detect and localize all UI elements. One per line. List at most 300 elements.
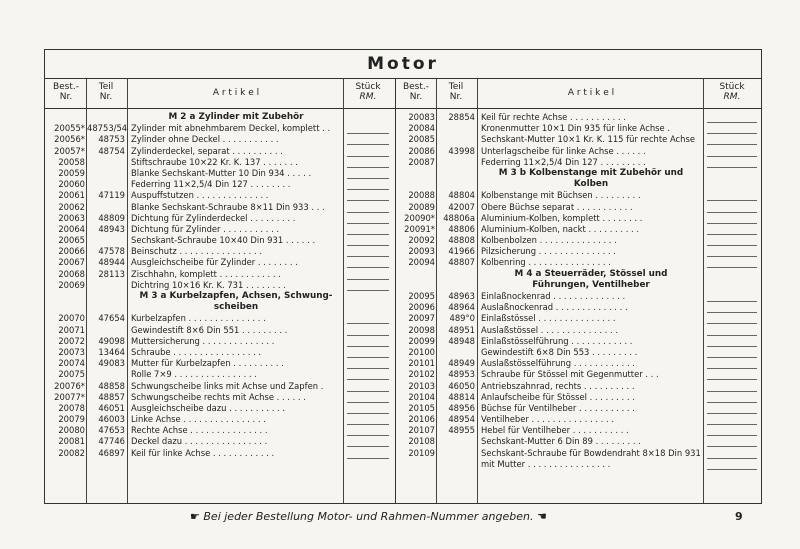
page-title: Motor [45,50,761,79]
table-row [45,436,395,447]
part-number: 48857 [98,391,125,402]
order-number: 20060 [58,179,85,190]
order-number: 20084 [408,123,435,134]
pointing-hand-icon-right: ☚ [536,510,547,523]
article-text: Stiftschraube 10×22 Kr. K. 137 . . . . . . . [131,156,298,167]
part-number: 46051 [98,402,125,413]
order-number: 20107 [408,425,435,436]
part-number: 13464 [98,346,125,357]
order-number: 20091* [404,223,435,234]
quantity-blank [347,190,389,201]
article-text: Auspuffstutzen . . . . . . . . . . . . . . [131,190,269,201]
order-number: 20076* [54,380,85,391]
quantity-blank [707,224,757,235]
section-heading [45,291,395,302]
table-row [45,257,395,268]
article-text: Mutter für Kurbelzapfen . . . . . . . . . . [131,358,284,369]
part-number: 48944 [98,257,125,268]
quantity-blank [707,313,757,324]
quantity-blank [707,358,757,369]
table-row [395,134,761,145]
order-number: 20057* [54,145,85,156]
part-number: 43998 [448,145,475,156]
part-number: 28854 [448,112,475,122]
part-number: 489°0 [449,313,475,324]
part-number: 47653 [98,425,125,436]
quantity-blank [347,448,389,459]
part-number: 49083 [98,358,125,369]
quantity-blank [347,123,389,134]
order-number: 20095 [408,291,435,301]
article-text: Federring 11×2,5/4 Din 127 . . . . . . . . . [481,156,646,167]
quantity-blank [707,246,757,257]
quantity-blank [347,369,389,380]
order-number: 20068 [58,268,85,279]
quantity-blank [707,403,757,414]
right-table [395,78,761,503]
section-heading [395,179,761,190]
article-text: Deckel dazu . . . . . . . . . . . . . . . . [131,436,268,447]
article-text: Antriebszahnrad, rechts . . . . . . . . . . [481,380,635,391]
quantity-blank [347,246,389,257]
table-row [395,369,761,380]
part-number: 48754 [98,145,125,156]
article-text: Kurbelzapfen . . . . . . . . . . . . . . . [131,313,266,324]
quantity-blank [707,414,757,425]
quantity-blank [707,213,757,224]
table-row [45,425,395,436]
table-row [395,448,761,459]
order-number: 20102 [408,369,435,380]
part-number: 47578 [98,246,125,257]
order-number: 20104 [408,391,435,402]
part-number: 48954 [448,414,475,425]
column-headers-right [395,78,761,109]
table-row [395,190,761,201]
quantity-blank [347,313,389,324]
article-text: Rechte Achse . . . . . . . . . . . . . . . [131,425,268,436]
part-number: 48809 [98,212,125,223]
article-text: Anlaufscheibe für Stössel . . . . . . . . . [481,391,635,402]
table-row [45,157,395,168]
order-number: 20079 [58,414,85,425]
article-text: Unterlagscheibe für linke Achse . . . . . . [481,145,646,156]
quantity-blank [707,257,757,268]
order-number: 20094 [408,257,435,268]
part-number: 48807 [448,257,475,268]
section-heading-text: M 2 a Zylinder mit Zubehör [168,112,304,122]
catalog-table [44,49,762,504]
order-number: 20075 [58,369,85,380]
order-number: 20082 [58,447,85,458]
table-row [395,459,761,470]
table-row [45,369,395,380]
quantity-blank [707,291,757,302]
quantity-blank [347,358,389,369]
quantity-blank [347,224,389,235]
order-number: 20092 [408,235,435,246]
header-best-right [397,82,435,102]
quantity-blank [707,146,757,157]
order-number: 20086 [408,145,435,156]
table-row [395,257,761,268]
section-heading-text: Führungen, Ventilheber [532,279,650,290]
quantity-blank [347,168,389,179]
part-number: 46050 [448,380,475,391]
header-stueck [345,82,391,102]
table-row [45,448,395,459]
article-text: Sechskant-Schraube 10×40 Din 931 . . . . . . [131,235,316,246]
table-row [45,358,395,369]
article-text: Sechskant-Schraube für Bowdendraht 8×18 Din 931 [481,447,701,458]
article-text: Einlaßstösselführung . . . . . . . . . . . . [481,335,633,346]
order-number: 20066 [58,246,85,257]
quantity-blank [347,235,389,246]
quantity-blank [707,436,757,447]
header-stueck-right-1: Stück [719,82,745,92]
article-text: Zischhahn, komplett . . . . . . . . . . . . [131,268,281,279]
part-number: 47654 [98,313,125,324]
quantity-blank [347,347,389,358]
order-number: 20070 [58,313,85,324]
order-number: 20097 [408,313,435,324]
table-row [395,436,761,447]
header-artikel: A r t i k e l [212,88,260,98]
order-number: 20096 [408,302,435,313]
article-text: Hebel für Ventilheber . . . . . . . . . . . [481,425,629,436]
table-row [45,381,395,392]
article-text: Ausgleichscheibe dazu . . . . . . . . . . . [131,402,286,413]
table-row [45,213,395,224]
order-number: 20088 [408,190,435,201]
order-number: 20065 [58,235,85,246]
article-text: Zylinder ohne Deckel . . . . . . . . . . . [131,134,279,145]
quantity-blank [347,325,389,336]
table-row [45,325,395,336]
header-teil-right-2: Nr. [449,92,463,102]
order-number: 20098 [408,324,435,335]
table-row [45,179,395,190]
article-text: Auslaßnockenrad . . . . . . . . . . . . . . [481,302,628,313]
order-number: 20085 [408,134,435,145]
article-text: mit Mutter . . . . . . . . . . . . . . . . [481,458,611,469]
table-row [395,403,761,414]
section-heading [45,302,395,313]
part-number: 46897 [98,447,125,458]
section-heading [45,112,395,123]
table-row [395,146,761,157]
quantity-blank [347,425,389,436]
part-number: 41966 [448,246,475,257]
order-number: 20089 [408,201,435,212]
table-row [45,235,395,246]
part-number: 48753 [98,134,125,145]
table-row [395,291,761,302]
part-number: 49098 [98,335,125,346]
table-row [395,313,761,324]
quantity-blank [347,403,389,414]
article-text: Beinschutz . . . . . . . . . . . . . . . . [131,246,262,257]
table-row [395,336,761,347]
quantity-blank [707,392,757,403]
left-table [45,78,396,503]
article-text: Gewindestift 8×6 Din 551 . . . . . . . . . [131,324,288,335]
quantity-blank [347,134,389,145]
quantity-blank [707,123,757,134]
order-number: 20101 [408,358,435,369]
section-heading [395,269,761,280]
table-row [395,202,761,213]
part-number: 48955 [448,425,475,436]
article-text: Auslaßstössel . . . . . . . . . . . . . . . [481,324,618,335]
order-number: 20087 [408,156,435,167]
quantity-blank [707,381,757,392]
section-heading-text: scheiben [213,302,259,313]
part-number: 48949 [448,358,475,369]
header-rm: RM. [359,92,377,102]
quantity-blank [347,336,389,347]
order-number: 20055* [54,123,85,134]
table-row [45,347,395,358]
table-row [45,269,395,280]
quantity-blank [707,190,757,201]
order-number: 20078 [58,402,85,413]
table-row [45,246,395,257]
article-text: Rolle 7×9 . . . . . . . . . . . . . . . . [131,369,257,380]
part-number: 48804 [448,190,475,201]
table-row [45,392,395,403]
order-number: 20099 [408,335,435,346]
order-number: 20109 [408,447,435,458]
header-best-1: Best.- [52,82,80,92]
article-text: Ausgleichscheibe für Zylinder . . . . . . . . [131,257,298,268]
pointing-hand-icon: ☛ [190,510,200,523]
part-number: 28113 [98,268,125,279]
article-text: Gewindestift 6×8 Din 553 . . . . . . . . . [481,346,638,357]
quantity-blank [347,269,389,280]
left-rows [45,112,395,459]
table-row [45,146,395,157]
article-text: Blanke Sechskant-Schraube 8×11 Din 933 . . . [131,201,325,212]
table-row [395,325,761,336]
header-best-right-1: Best.- [402,82,430,92]
article-text: Einlaßnockenrad . . . . . . . . . . . . . . [481,291,626,301]
part-number: 48858 [98,380,125,391]
quantity-blank [707,325,757,336]
table-row [395,302,761,313]
article-text: Einlaßstössel . . . . . . . . . . . . . . . [481,313,616,324]
part-number: 46003 [98,414,125,425]
order-number: 20073 [58,346,85,357]
article-text: Dichtung für Zylinder . . . . . . . . . . . [131,223,280,234]
part-number: 48964 [448,302,475,313]
article-text: Keil für rechte Achse . . . . . . . . . . . [481,112,626,122]
section-heading-text: M 3 a Kurbelzapfen, Achsen, Schwung- [139,291,333,301]
quantity-blank [707,369,757,380]
quantity-blank [707,347,757,358]
order-number: 20067 [58,257,85,268]
article-text: Büchse für Ventilheber . . . . . . . . . . . [481,402,635,413]
quantity-blank [347,381,389,392]
article-text: Linke Achse . . . . . . . . . . . . . . . . [131,414,266,425]
quantity-blank [347,257,389,268]
quantity-blank [347,157,389,168]
quantity-blank [347,146,389,157]
article-text: Dichtring 10×16 Kr. K. 731 . . . . . . . . [131,279,286,290]
article-text: Zylinder mit abnehmbarem Deckel, komplett . . [131,123,331,134]
article-text: Aluminium-Kolben, komplett . . . . . . . . [481,212,643,223]
quantity-blank [347,202,389,213]
table-row [45,190,395,201]
header-teil-1: Teil [98,82,114,92]
article-text: Dichtung für Zylinderdeckel . . . . . . . . . [131,212,296,223]
article-text: Federring 11×2,5/4 Din 127 . . . . . . . . [131,179,291,190]
table-row [395,123,761,134]
section-heading-text: M 4 a Steuerräder, Stössel und [514,268,668,279]
order-number: 20108 [408,436,435,447]
quantity-blank [707,448,757,459]
quantity-blank [347,392,389,403]
header-rm-right: RM. [723,92,741,102]
table-row [395,358,761,369]
order-number: 20090* [404,212,435,223]
quantity-blank [707,425,757,436]
part-number: 48806a [443,212,475,223]
table-row [395,112,761,123]
part-number: 48953 [448,369,475,380]
article-text: Schwungscheibe rechts mit Achse . . . . . . [131,391,306,402]
page-number: 9 [735,510,743,523]
order-number: 20064 [58,223,85,234]
table-row [395,381,761,392]
part-number: 42007 [448,201,475,212]
quantity-blank [347,414,389,425]
article-text: Schraube für Stössel mit Gegenmutter . . . [481,369,659,380]
header-teil-2: Nr. [99,92,113,102]
order-number: 20106 [408,414,435,425]
table-row [395,246,761,257]
order-number: 20074 [58,358,85,369]
article-text: Auslaßstösselführung . . . . . . . . . . . . [481,358,635,369]
section-heading [395,168,761,179]
header-stueck-1: Stück [355,82,381,92]
part-number: 48753/54 [87,123,128,134]
part-number: 48951 [448,324,475,335]
article-text: Sechskant-Mutter 6 Din 89 . . . . . . . . . [481,436,641,447]
quantity-blank [347,280,389,291]
table-row [45,123,395,134]
header-teil-right [437,82,475,102]
part-number: 47119 [98,190,125,201]
quantity-blank [707,134,757,145]
quantity-blank [707,112,757,123]
header-best-2: Nr. [59,92,73,102]
article-text: Schwungscheibe links mit Achse und Zapfen . [131,380,324,391]
part-number: 48956 [448,402,475,413]
article-text: Sechskant-Mutter 10×1 Kr. K. 115 für rechte Achse [481,134,695,145]
order-number: 20072 [58,335,85,346]
table-row [395,157,761,168]
right-rows [395,112,761,470]
order-number: 20062 [58,201,85,212]
quantity-blank [707,235,757,246]
quantity-blank [707,459,757,470]
section-heading-text: M 3 b Kolbenstange mit Zubehör und [498,167,684,178]
table-row [395,425,761,436]
header-teil-right-1: Teil [448,82,464,92]
part-number: 48943 [98,223,125,234]
table-row [395,213,761,224]
order-number: 20058 [58,156,85,167]
article-text: Kolbenbolzen . . . . . . . . . . . . . . . [481,235,617,246]
article-text: Obere Büchse separat . . . . . . . . . . . [481,201,633,212]
order-number: 20061 [58,190,85,201]
header-artikel-right: A r t i k e l [567,88,615,98]
part-number: 47746 [98,436,125,447]
table-row [395,224,761,235]
table-row [45,336,395,347]
order-number: 20100 [408,346,435,357]
article-text: Muttersicherung . . . . . . . . . . . . . . [131,335,275,346]
table-row [45,313,395,324]
quantity-blank [347,179,389,190]
table-row [395,392,761,403]
order-number: 20071 [58,324,85,335]
footer-note [190,510,547,523]
article-text: Kolbenring . . . . . . . . . . . . . . . . [481,257,611,268]
table-row [45,202,395,213]
article-text: Keil für linke Achse . . . . . . . . . . . . [131,447,275,458]
table-row [45,414,395,425]
order-number: 20080 [58,425,85,436]
order-number: 20056* [54,134,85,145]
table-row [45,280,395,291]
order-number: 20083 [408,112,435,122]
article-text: Kronenmutter 10×1 Din 935 für linke Achse . [481,123,671,134]
order-number: 20069 [58,279,85,290]
article-text: Zylinderdeckel, separat . . . . . . . . . . [131,145,283,156]
table-row [45,403,395,414]
article-text: Schraube . . . . . . . . . . . . . . . . . [131,346,262,357]
table-row [395,414,761,425]
header-teil [87,82,125,102]
order-number: 20081 [58,436,85,447]
quantity-blank [707,302,757,313]
part-number: 48948 [448,335,475,346]
order-number: 20059 [58,167,85,178]
quantity-blank [707,157,757,168]
part-number: 48963 [448,291,475,301]
header-best [47,82,85,102]
quantity-blank [347,213,389,224]
order-number: 20063 [58,212,85,223]
article-text: Blanke Sechskant-Mutter 10 Din 934 . . . . . [131,167,312,178]
quantity-blank [347,436,389,447]
table-row [45,224,395,235]
quantity-blank [707,202,757,213]
section-heading [395,280,761,291]
order-number: 20077* [54,391,85,402]
article-text: Pilzsicherung . . . . . . . . . . . . . . . [481,246,616,257]
footer-text: Bei jeder Bestellung Motor- und Rahmen-Nummer angeben. [203,510,534,523]
table-row [45,134,395,145]
quantity-blank [707,336,757,347]
part-number: 48814 [448,391,475,402]
order-number: 20093 [408,246,435,257]
table-row [395,347,761,358]
article-text: Kolbenstange mit Büchsen . . . . . . . . . [481,190,641,201]
table-row [45,168,395,179]
